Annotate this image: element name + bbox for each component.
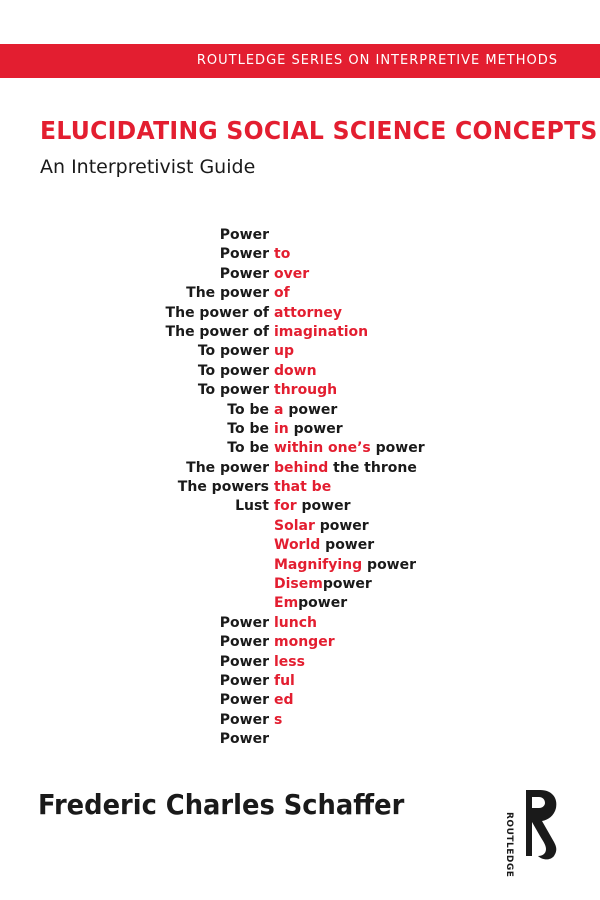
poem-line-highlight — [274, 633, 335, 652]
poem-line-left: Power — [219, 265, 269, 282]
author-name: Frederic Charles Schaffer — [38, 788, 405, 821]
poem-line-left: Power — [219, 711, 269, 728]
poem-line-rest: power — [288, 420, 343, 437]
poem-line-highlight-text: in — [274, 420, 289, 437]
power-poem — [0, 226, 600, 750]
poem-line — [0, 284, 600, 303]
poem-line — [0, 575, 600, 594]
poem-line-highlight-text: to — [274, 246, 291, 263]
poem-line-left: Power — [219, 634, 269, 651]
poem-line-highlight-text: less — [274, 653, 305, 670]
poem-line-highlight-text: imagination — [274, 323, 369, 340]
poem-line — [0, 536, 600, 555]
poem-line-rest: power — [322, 576, 372, 593]
poem-line — [0, 381, 600, 400]
poem-line-highlight — [274, 594, 347, 613]
poem-line — [0, 478, 600, 497]
poem-line-left: To be — [227, 440, 269, 457]
poem-line-highlight — [274, 497, 350, 516]
poem-line-highlight-text: s — [274, 711, 283, 728]
poem-line-left: To be — [227, 401, 269, 418]
poem-line-highlight — [274, 420, 343, 439]
poem-line — [0, 556, 600, 575]
poem-line-left: To be — [227, 420, 269, 437]
poem-line-highlight-text: of — [274, 285, 290, 302]
poem-line-left: Power — [219, 692, 269, 709]
poem-line-highlight-text: behind — [274, 459, 329, 476]
poem-line-highlight-text: attorney — [274, 304, 342, 321]
poem-line-left: The power of — [165, 304, 269, 321]
poem-line-highlight-text: through — [274, 382, 338, 399]
poem-line — [0, 439, 600, 458]
poem-line-highlight — [274, 284, 290, 303]
poem-line — [0, 304, 600, 323]
poem-line-highlight-text: Em — [274, 595, 299, 612]
series-name: ROUTLEDGE SERIES ON INTERPRETIVE METHODS — [196, 53, 558, 68]
poem-line-left: The power — [186, 459, 269, 476]
poem-line — [0, 497, 600, 516]
poem-line — [0, 226, 600, 245]
poem-line-highlight-text: over — [274, 265, 310, 282]
poem-line — [0, 459, 600, 478]
poem-line-highlight — [274, 711, 282, 730]
poem-line-left: Power — [219, 246, 269, 263]
poem-line — [0, 594, 600, 613]
poem-line-highlight — [274, 575, 372, 594]
poem-line-rest: power — [362, 556, 417, 573]
poem-line-rest: the throne — [328, 459, 417, 476]
poem-line-highlight-text: lunch — [274, 614, 317, 631]
poem-line-highlight-text: ful — [274, 672, 295, 689]
poem-line — [0, 730, 600, 749]
poem-line-highlight-text: Magnifying — [274, 556, 363, 573]
poem-line-highlight — [274, 614, 317, 633]
poem-line-highlight-text: for — [274, 498, 297, 515]
poem-line — [0, 265, 600, 284]
poem-line — [0, 323, 600, 342]
poem-line-left: Lust — [235, 498, 269, 515]
poem-line-rest: power — [314, 517, 369, 534]
poem-line-left: Power — [219, 614, 269, 631]
poem-line-rest: power — [320, 537, 375, 554]
poem-line-highlight — [274, 439, 425, 458]
poem-line-left: Power — [219, 653, 269, 670]
poem-line — [0, 245, 600, 264]
poem-line-highlight-text: ed — [274, 692, 294, 709]
poem-line-highlight-text: a — [274, 401, 284, 418]
poem-line — [0, 672, 600, 691]
poem-line — [0, 362, 600, 381]
poem-line-left: Power — [219, 227, 269, 243]
poem-line-highlight — [274, 691, 294, 710]
poem-line-highlight — [274, 517, 369, 536]
poem-line-left: Power — [219, 731, 269, 748]
poem-line-highlight-text: Solar — [274, 517, 315, 534]
publisher-name: ROUTLEDGE — [504, 812, 514, 878]
poem-line-highlight — [274, 536, 374, 555]
poem-line — [0, 420, 600, 439]
poem-line-highlight — [274, 381, 337, 400]
poem-line-highlight — [274, 304, 342, 323]
poem-line-left: To power — [197, 382, 269, 399]
poem-line-highlight-text: World — [274, 537, 321, 554]
poem-line — [0, 614, 600, 633]
book-subtitle: An Interpretivist Guide — [40, 156, 256, 178]
poem-line-highlight — [274, 478, 331, 497]
poem-line-highlight-text: monger — [274, 634, 335, 651]
poem-line — [0, 401, 600, 420]
poem-line-rest: power — [370, 440, 425, 457]
poem-line-highlight — [274, 459, 417, 478]
poem-line-highlight — [274, 653, 305, 672]
poem-line-highlight-text: within one’s — [274, 440, 371, 457]
poem-line-highlight — [274, 323, 368, 342]
poem-line-highlight — [274, 342, 294, 361]
poem-line-highlight — [274, 265, 309, 284]
poem-line-highlight — [274, 401, 337, 420]
poem-line-left: The power of — [165, 323, 269, 340]
poem-line-left: To power — [197, 362, 269, 379]
poem-line-left: To power — [197, 343, 269, 360]
poem-line-highlight — [274, 556, 416, 575]
poem-line — [0, 691, 600, 710]
poem-line-highlight-text: up — [274, 343, 294, 360]
poem-line — [0, 633, 600, 652]
poem-line-rest: power — [283, 401, 338, 418]
routledge-r-logo-icon — [512, 786, 562, 862]
poem-line — [0, 342, 600, 361]
book-title: ELUCIDATING SOCIAL SCIENCE CONCEPTS — [40, 116, 598, 145]
poem-line-rest: power — [298, 595, 348, 612]
series-banner — [0, 44, 600, 78]
poem-line — [0, 517, 600, 536]
poem-line-highlight — [274, 245, 290, 264]
poem-line-highlight-text: down — [274, 362, 317, 379]
poem-line-left: Power — [219, 672, 269, 689]
poem-line-rest: power — [296, 498, 351, 515]
poem-line-left: The powers — [177, 479, 269, 496]
poem-line-left: The power — [186, 285, 269, 302]
poem-line — [0, 711, 600, 730]
poem-line-highlight-text: that be — [274, 479, 332, 496]
poem-line — [0, 653, 600, 672]
poem-line-highlight-text: Disem — [274, 576, 323, 593]
poem-line-highlight — [274, 672, 295, 691]
poem-line-highlight — [274, 362, 317, 381]
